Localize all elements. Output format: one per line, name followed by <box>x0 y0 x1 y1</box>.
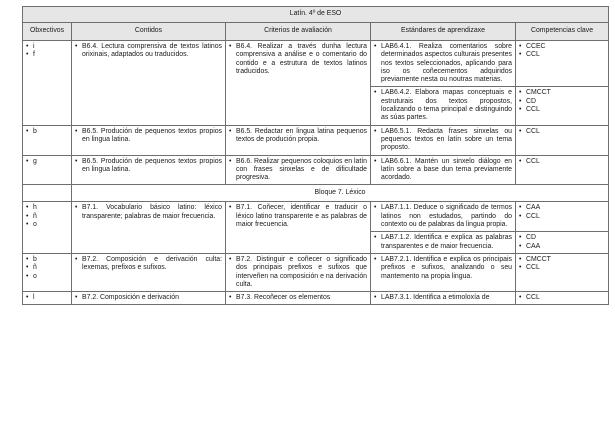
competence <box>519 89 605 114</box>
criteria-item: • B7.3. Recoñecer os elementos <box>229 294 367 302</box>
objective <box>26 256 68 281</box>
criteria-cell <box>226 125 371 155</box>
standard-item: • LAB7.3.1. Identifica a etimoloxía de <box>374 294 512 302</box>
content-item: • B6.5. Produción de pequenos textos propios en lingua latina. <box>75 158 222 175</box>
objective-item: • i <box>26 43 68 51</box>
criteria-item: • B6.4. Realizar a través dunha lectura comprensiva a análise e o comentario do contido e a estrutura de textos latinos traducidos. <box>229 43 367 76</box>
content <box>75 204 222 221</box>
standard-cell <box>371 87 516 125</box>
criteria <box>229 204 367 229</box>
competence-item: • CMCCT <box>519 89 605 97</box>
standard <box>374 294 512 302</box>
objective-item: • l <box>26 294 68 302</box>
objectives-cell <box>23 125 72 155</box>
content-cell <box>72 292 226 305</box>
table-row <box>23 155 609 185</box>
criteria-cell <box>226 41 371 126</box>
competence-item: • CCL <box>519 264 605 272</box>
objective-item: • o <box>26 221 68 229</box>
objective-item: • h <box>26 204 68 212</box>
standard-item: • LAB6.4.1. Realiza comentarios sobre determinados aspectos culturais presentes nos textos seleccionados, aplicando para iso os coñecementos adquiridos previamente nesta ou noutras materias. <box>374 43 512 84</box>
content-item: • B7.2. Composición e derivación culta: lexemas, prefixos e sufixos. <box>75 256 222 273</box>
table-row <box>23 41 609 87</box>
competences-cell <box>516 232 609 254</box>
standard-cell <box>371 155 516 185</box>
objective-item: • ñ <box>26 213 68 221</box>
content-item: • B6.5. Produción de pequenos textos propios en lingua latina. <box>75 128 222 145</box>
competences-cell <box>516 41 609 87</box>
content-cell <box>72 125 226 155</box>
table-row <box>23 292 609 305</box>
competence <box>519 204 605 221</box>
content-cell <box>72 253 226 291</box>
section-spacer <box>23 185 72 202</box>
standard-item: • LAB6.6.1. Mantén un sinxelo diálogo en latín sobre a base dun tema previamente acordado. <box>374 158 512 183</box>
competences-cell <box>516 253 609 291</box>
objectives-cell <box>23 41 72 126</box>
competence <box>519 256 605 273</box>
criteria-item: • B6.6. Realizar pequenos coloquios en latín con frases sinxelas e de dificultade progresiva. <box>229 158 367 183</box>
criteria <box>229 43 367 76</box>
standard-item: • LAB7.1.2. Identifica e explica as palabras transparentes e de maior frecuencia. <box>374 234 512 251</box>
standard <box>374 128 512 153</box>
competences-cell <box>516 292 609 305</box>
objective-item: • o <box>26 273 68 281</box>
criteria-cell <box>226 292 371 305</box>
criteria <box>229 256 367 289</box>
criteria-item: • B6.5. Redactar en lingua latina pequenos textos de produción propia. <box>229 128 367 145</box>
competence-item: • CCL <box>519 106 605 114</box>
competence-item: • CAA <box>519 204 605 212</box>
competences-cell <box>516 155 609 185</box>
competences-cell <box>516 87 609 125</box>
competence <box>519 158 605 166</box>
standard-cell <box>371 125 516 155</box>
objectives-cell <box>23 253 72 291</box>
objective <box>26 294 68 302</box>
standard-item: • LAB7.2.1. Identifica e explica os principais prefixos e sufixos, analizando o seu mantemento na propia lingua. <box>374 256 512 281</box>
standard-cell <box>371 41 516 87</box>
competences-cell <box>516 125 609 155</box>
objective-item: • ñ <box>26 264 68 272</box>
objectives-cell <box>23 202 72 253</box>
standard-item: • LAB6.4.2. Elabora mapas conceptuais e estruturais dos textos propostos, localizando o tema principal e distinguindo as súas partes. <box>374 89 512 122</box>
competence-item: • CCL <box>519 158 605 166</box>
criteria-cell <box>226 202 371 253</box>
objective-item: • g <box>26 158 68 166</box>
competence-item: • CMCCT <box>519 256 605 264</box>
section-row <box>23 185 609 202</box>
objectives-cell <box>23 155 72 185</box>
standard <box>374 89 512 122</box>
objective <box>26 158 68 166</box>
competence <box>519 294 605 302</box>
competence <box>519 43 605 60</box>
competence-item: • CCEC <box>519 43 605 51</box>
content-item: • B7.2. Composición e derivación <box>75 294 222 302</box>
objective <box>26 128 68 136</box>
header-standards: Estándares de aprendizaxe <box>371 23 516 41</box>
standard-cell <box>371 202 516 232</box>
content-cell <box>72 202 226 253</box>
standard-cell <box>371 232 516 254</box>
table-row <box>23 125 609 155</box>
competence <box>519 128 605 136</box>
criteria-cell <box>226 155 371 185</box>
curriculum-table <box>22 6 609 305</box>
content-item: • B6.4. Lectura comprensiva de textos latinos orixinais, adaptados ou traducidos. <box>75 43 222 60</box>
standard <box>374 43 512 84</box>
header-contents: Contidos <box>72 23 226 41</box>
objective <box>26 204 68 229</box>
objective-item: • f <box>26 51 68 59</box>
objectives-cell <box>23 292 72 305</box>
criteria-item: • B7.1. Coñecer, identificar e traducir o léxico latino transparente e as palabras de maior frecuencia. <box>229 204 367 229</box>
criteria-item: • B7.2. Distinguir e coñecer o significado dos principais prefixos e sufixos que interveñen na composición e na derivación culta. <box>229 256 367 289</box>
competence-item: • CD <box>519 234 605 242</box>
standard-cell <box>371 253 516 291</box>
competences-cell <box>516 202 609 232</box>
header-objectives: Obxectivos <box>23 23 72 41</box>
objective <box>26 43 68 60</box>
competence <box>519 234 605 251</box>
competence-item: • CCL <box>519 51 605 59</box>
criteria-cell <box>226 253 371 291</box>
objective-item: • b <box>26 128 68 136</box>
content <box>75 294 222 302</box>
table-row <box>23 253 609 291</box>
table-row <box>23 202 609 232</box>
competence-item: • CCL <box>519 213 605 221</box>
standard-item: • LAB6.5.1. Redacta frases sinxelas ou pequenos textos en latín sobre un tema proposto. <box>374 128 512 153</box>
competence-item: • CD <box>519 98 605 106</box>
standard <box>374 204 512 229</box>
content-cell <box>72 155 226 185</box>
section-title: Bloque 7. Léxico <box>72 185 609 202</box>
standard <box>374 158 512 183</box>
standard <box>374 256 512 281</box>
standard-cell <box>371 292 516 305</box>
content <box>75 256 222 273</box>
competence-item: • CCL <box>519 128 605 136</box>
content <box>75 43 222 60</box>
competence-item: • CAA <box>519 243 605 251</box>
table-title: Latín. 4º de ESO <box>23 7 609 23</box>
content-item: • B7.1. Vocabulario básico latino: léxico transparente; palabras de maior frecuencia. <box>75 204 222 221</box>
content <box>75 128 222 145</box>
criteria <box>229 158 367 183</box>
objective-item: • b <box>26 256 68 264</box>
criteria <box>229 294 367 302</box>
criteria <box>229 128 367 145</box>
header-competences: Competencias clave <box>516 23 609 41</box>
standard <box>374 234 512 251</box>
competence-item: • CCL <box>519 294 605 302</box>
header-criteria: Criterios de avaliación <box>226 23 371 41</box>
standard-item: • LAB7.1.1. Deduce o significado de termos latinos non estudados, partindo do contexto ou de palabras da lingua propia. <box>374 204 512 229</box>
content-cell <box>72 41 226 126</box>
content <box>75 158 222 175</box>
